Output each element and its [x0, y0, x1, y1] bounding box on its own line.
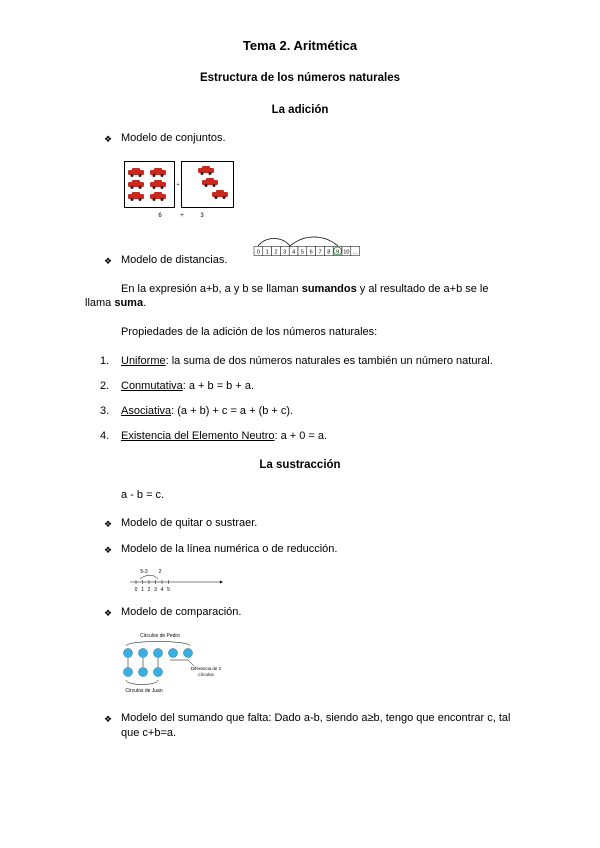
pedro-circle [184, 649, 193, 658]
reduction-line-figure [124, 566, 224, 596]
comparison-figure [118, 628, 228, 696]
reduction-top-label: 5-3 [140, 569, 148, 575]
list-item-continuation: que c+b=a. [121, 727, 177, 739]
property-item [100, 405, 294, 417]
juan-circle [124, 668, 133, 677]
set-model-figure [124, 158, 236, 220]
comparison-side-label-2: círculos [198, 672, 214, 677]
number-line-label: 7 [318, 249, 322, 256]
bullet-icon: ❖ [104, 714, 113, 724]
number-line-label: 10 [343, 249, 350, 256]
bullet-icon: ❖ [104, 134, 113, 144]
page-title: Tema 2. Aritmética [242, 38, 358, 53]
reduction-tick-label: 5 [167, 587, 170, 593]
expression-paragraph-line1 [121, 283, 489, 295]
number-line-label: 2 [274, 249, 278, 256]
bottom-brace [126, 680, 158, 685]
bullet-icon: ❖ [104, 256, 113, 266]
arc-1 [258, 239, 290, 247]
number-line-label: 6 [309, 249, 313, 256]
property-item [100, 430, 328, 442]
top-brace [126, 642, 190, 647]
property-item [100, 355, 493, 367]
number-line-cells [254, 247, 360, 256]
expr-part3: llama [85, 297, 115, 309]
number-line-label: 3 [283, 249, 287, 256]
number-line-label: 5 [300, 249, 304, 256]
list-item: Modelo de comparación. [121, 606, 242, 618]
left-set-label: 6 [158, 213, 162, 219]
property-name: Asociativa [121, 405, 172, 417]
subtitle: Estructura de los números naturales [199, 72, 401, 84]
term-suma: suma [114, 297, 144, 309]
arc-2 [290, 237, 338, 246]
pedro-circle [139, 649, 148, 658]
expression-paragraph-line2 [85, 297, 146, 309]
number-line-label: 8 [327, 249, 331, 256]
set-plus-label: + [180, 213, 184, 219]
property-number: 1. [100, 355, 110, 367]
reduction-tick-label: 1 [141, 587, 144, 593]
section-subtraction-heading: La sustracción [259, 459, 341, 471]
bullet-icon: ❖ [104, 608, 113, 618]
bullet-icon: ❖ [104, 545, 113, 555]
circle-group [124, 649, 195, 677]
reduction-tick-label: 4 [160, 587, 164, 593]
list-item: Modelo de distancias. [121, 254, 228, 266]
comparison-bottom-label: Circulos de Juan [125, 688, 163, 694]
reduction-tick-label: 2 [147, 587, 151, 593]
juan-circle [154, 668, 163, 677]
reduction-tick-label: 0 [134, 587, 138, 593]
property-text: : la suma de dos números naturales es también un número natural. [165, 355, 493, 367]
list-item: Modelo del sumando que falta: Dado a-b, siendo a≥b, tengo que encontrar c, tal [121, 712, 511, 724]
number-line-label: ... [352, 249, 358, 256]
comparison-top-label: Circulos de Pedro [140, 633, 180, 639]
list-item: Modelo de quitar o sustraer. [121, 517, 258, 529]
term-sumandos: sumandos [301, 283, 357, 295]
property-name: Existencia del Elemento Neutro [121, 430, 275, 442]
pedro-circle [169, 649, 178, 658]
comparison-side-label-1: Diferencia de 2 [190, 666, 222, 671]
reduction-top-value: 2 [158, 569, 162, 575]
property-name: Conmutativa [121, 380, 183, 392]
property-item [100, 380, 255, 392]
expr-part1: En la expresión a+b, a y b se llaman [121, 283, 302, 295]
number-line-label: 4 [292, 249, 296, 256]
bullet-icon: ❖ [104, 519, 113, 529]
right-set-label: 3 [200, 213, 204, 219]
number-line-label: 1 [265, 249, 269, 256]
expr-part4: . [143, 297, 147, 309]
pedro-circle [154, 649, 163, 658]
list-item: Modelo de conjuntos. [121, 132, 226, 144]
properties-intro: Propiedades de la adición de los números naturales: [121, 326, 378, 338]
set-plus-sign: + [176, 182, 180, 188]
number-line-label: 9 [336, 249, 340, 256]
reduction-arrow-icon [220, 581, 223, 584]
property-number: 2. [100, 380, 110, 392]
expr-part2: y al resultado de a+b se le [356, 283, 489, 295]
property-name: Uniforme [121, 355, 166, 367]
reduction-arc [140, 575, 158, 579]
property-text: : (a + b) + c = a + (b + c). [171, 405, 294, 417]
property-text: : a + b = b + a. [182, 380, 255, 392]
property-number: 3. [100, 405, 110, 417]
reduction-tick-label: 3 [154, 587, 157, 593]
pedro-circle [124, 649, 133, 658]
distance-model-figure [252, 234, 364, 260]
property-number: 4. [100, 430, 110, 442]
number-line-label: 0 [256, 249, 260, 256]
section-addition-heading: La adición [271, 104, 329, 116]
list-item: Modelo de la línea numérica o de reducción. [121, 543, 338, 555]
subtraction-formula: a - b = c. [121, 489, 165, 501]
juan-circle [139, 668, 148, 677]
property-text: : a + 0 = a. [274, 430, 328, 442]
